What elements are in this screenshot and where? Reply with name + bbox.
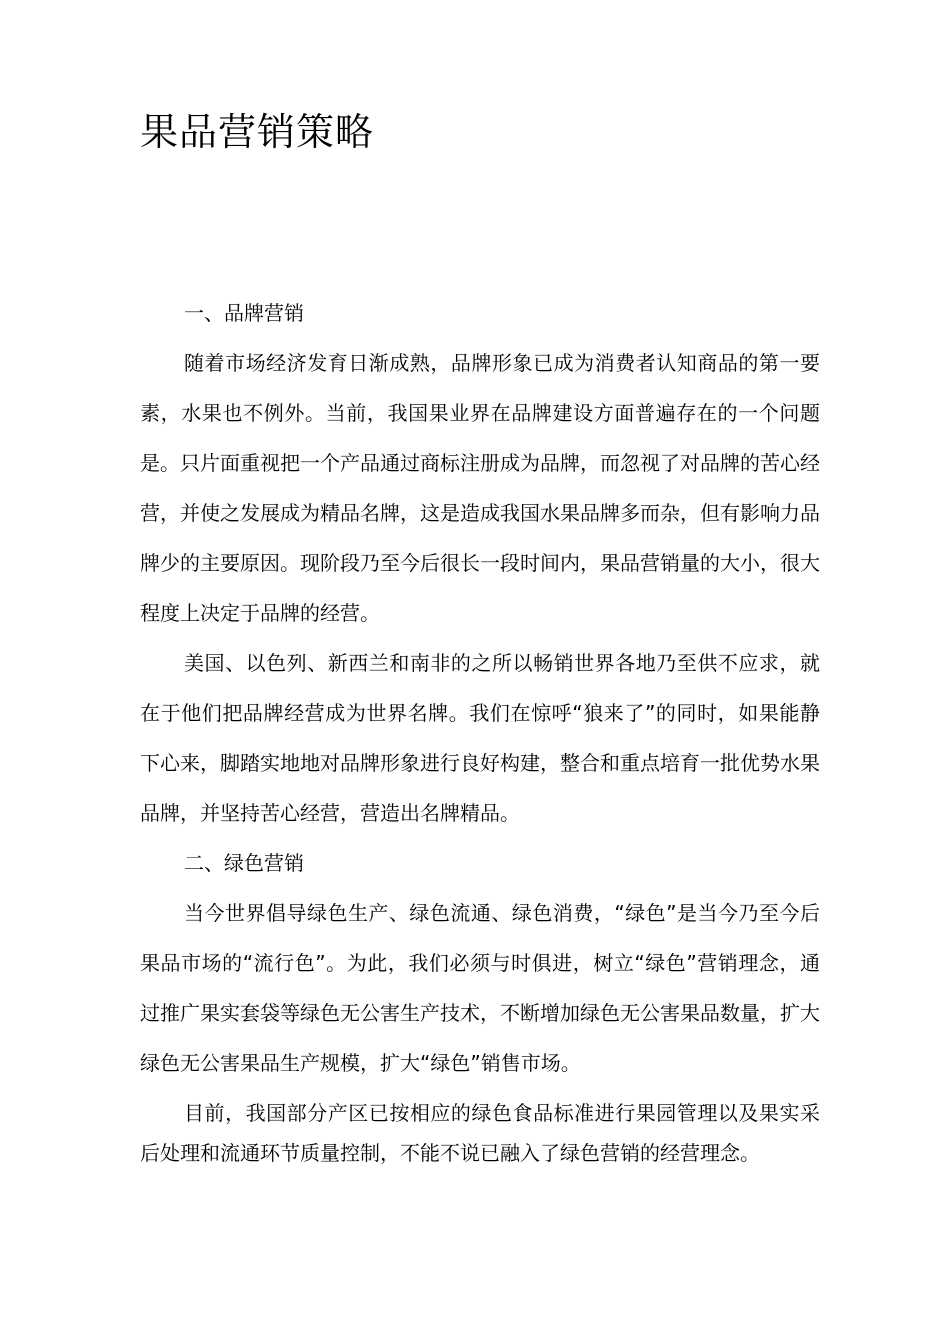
- document-title: 果品营销策略: [140, 110, 375, 154]
- paragraph-brand-intro: 随着市场经济发育日渐成熟，品牌形象已成为消费者认知商品的第一要素，水果也不例外。当前，我国果业界在品牌建设方面普遍存在的一个问题是。只片面重视把一个产品通过商标注册成为品牌，而忽视了对品牌的苦心经营，并使之发展成为精品名牌，这是造成我国水果品牌多而杂，但有影响力品牌少的主要原因。现阶段乃至今后很长一段时间内，果品营销量的大小，很大程度上决定于品牌的经营。: [140, 351, 820, 625]
- paragraph-green-current: 目前，我国部分产区已按相应的绿色食品标准进行果园管理以及果实采后处理和流通环节质量控制，不能不说已融入了绿色营销的经营理念。: [140, 1101, 820, 1165]
- paragraph-brand-examples: 美国、以色列、新西兰和南非的之所以畅销世界各地乃至供不应求，就在于他们把品牌经营成为世界名牌。我们在惊呼“狼来了”的同时，如果能静下心来，脚踏实地地对品牌形象进行良好构建，整合和重点培育一批优势水果品牌，并坚持苦心经营，营造出名牌精品。: [140, 651, 820, 825]
- section-heading-green-marketing: 二、绿色营销: [184, 851, 304, 875]
- paragraph-green-intro: 当今世界倡导绿色生产、绿色流通、绿色消费，“绿色”是当今乃至今后果品市场的“流行色”。为此，我们必须与时俱进，树立“绿色”营销理念，通过推广果实套袋等绿色无公害生产技术，不断增加绿色无公害果品数量，扩大绿色无公害果品生产规模，扩大“绿色”销售市场。: [140, 901, 820, 1075]
- section-heading-brand-marketing: 一、品牌营销: [184, 301, 304, 325]
- document-body: [140, 288, 820, 1173]
